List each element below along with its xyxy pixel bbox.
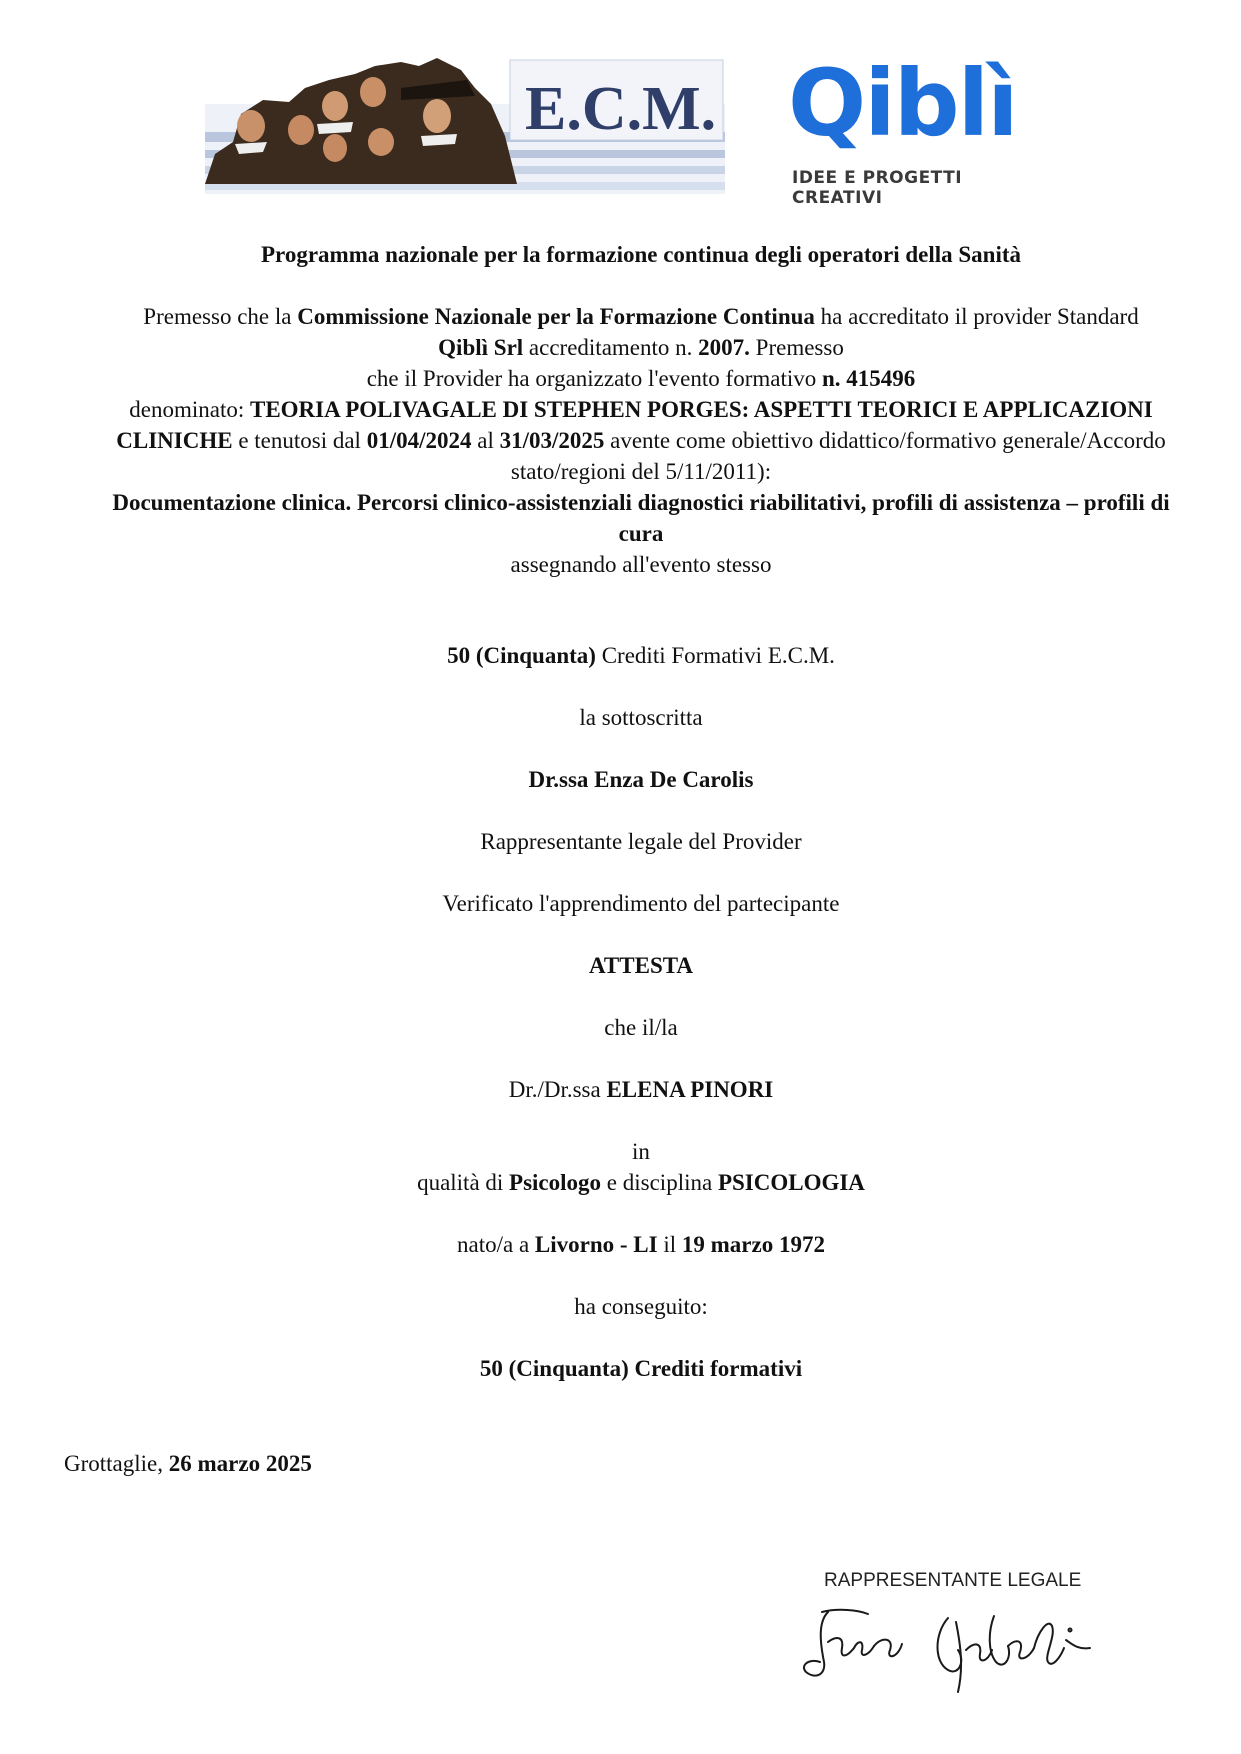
handwritten-signature: [798, 1592, 1108, 1702]
che-line: che il/la: [604, 1015, 678, 1040]
qibli-logo-tagline: IDEE E PROGETTI CREATIVI: [792, 168, 963, 208]
event-start-date: 01/04/2024: [366, 428, 472, 453]
event-title: TEORIA POLIVAGALE DI STEPHEN PORGES: ASPETTI TEORICI E APPLICAZIONI: [249, 397, 1153, 422]
signature-block: [798, 1570, 1108, 1700]
birth-place: Livorno - LI: [534, 1232, 658, 1257]
premise-line-3: [60, 363, 1222, 394]
place-text: Grottaglie,: [64, 1451, 169, 1476]
premise-line-6: stato/regioni del 5/11/2011):: [510, 459, 772, 484]
qualification-line: [60, 1167, 1222, 1198]
issue-date: 26 marzo 2025: [168, 1451, 312, 1476]
ecm-logo: [205, 44, 725, 194]
premise-text: al: [471, 428, 500, 453]
commission-name: Commissione Nazionale per la Formazione Continua: [297, 304, 815, 329]
ecm-logo-text: E.C.M.: [525, 75, 717, 143]
premise-line-9: assegnando all'evento stesso: [510, 552, 772, 577]
premise-paragraph: [60, 301, 1222, 580]
qualification-text: qualità di: [417, 1170, 510, 1195]
premise-line-4: [60, 394, 1222, 425]
premise-line-8: [60, 518, 1222, 549]
event-end-date: 31/03/2025: [499, 428, 605, 453]
objective-text: Documentazione clinica. Percorsi clinico-assistenziali diagnostici riabilitativi, profili di assistenza – profili di: [112, 490, 1170, 515]
credits-count: 50 (Cinquanta): [447, 643, 596, 668]
premise-text: e tenutosi dal: [232, 428, 367, 453]
birth-line: [60, 1229, 1222, 1260]
attesta-heading: [60, 950, 1222, 981]
signatory-name: [60, 764, 1222, 795]
place-date: [64, 1451, 312, 1477]
premise-line-1: [60, 301, 1222, 332]
attesta-text: ATTESTA: [589, 953, 693, 978]
provider-name: Qiblì Srl: [438, 335, 524, 360]
signatory-name-text: Dr.ssa Enza De Carolis: [528, 767, 754, 792]
participant-name: ELENA PINORI: [606, 1077, 774, 1102]
qualification-text: e disciplina: [601, 1170, 718, 1195]
in-line: in: [632, 1139, 650, 1164]
document-title-text: Programma nazionale per la formazione continua degli operatori della Sanità: [261, 242, 1021, 267]
accreditation-number: 2007.: [698, 335, 750, 360]
participant-line: [60, 1074, 1222, 1105]
credits-assigned: [60, 640, 1222, 671]
premise-text: Premesso: [749, 335, 844, 360]
qibli-logo-wordmark: Qiblì: [788, 50, 1017, 157]
premise-text: denominato:: [129, 397, 250, 422]
objective-text-end: cura: [618, 521, 664, 546]
signatory-intro: la sottoscritta: [579, 705, 703, 730]
premise-line-5: [60, 425, 1222, 456]
event-title-end: CLINICHE: [116, 428, 233, 453]
premise-text: avente come obiettivo didattico/formativo generale/Accordo: [604, 428, 1166, 453]
credits-obtained: [60, 1353, 1222, 1384]
qualification-role: Psicologo: [509, 1170, 602, 1195]
verification-statement: Verificato l'apprendimento del partecipante: [442, 891, 840, 916]
event-number: n. 415496: [821, 366, 916, 391]
premise-text: che il Provider ha organizzato l'evento formativo: [366, 366, 822, 391]
credits-label: Crediti Formativi E.C.M.: [595, 643, 835, 668]
premise-line-7: [60, 487, 1222, 518]
signature-caption: RAPPRESENTANTE LEGALE: [824, 1570, 1082, 1591]
participant-prefix: Dr./Dr.ssa: [508, 1077, 607, 1102]
premise-text: Premesso che la: [143, 304, 298, 329]
document-title: [60, 239, 1222, 270]
signatory-role: Rappresentante legale del Provider: [480, 829, 802, 854]
premise-text: ha accreditato il provider Standard: [814, 304, 1139, 329]
premise-line-2: [60, 332, 1222, 363]
qibli-logo: [788, 50, 1058, 208]
birth-text: il: [657, 1232, 682, 1257]
birth-date: 19 marzo 1972: [681, 1232, 825, 1257]
obtained-line: ha conseguito:: [574, 1294, 708, 1319]
premise-text: accreditamento n.: [523, 335, 699, 360]
birth-text: nato/a a: [457, 1232, 535, 1257]
credits-obtained-text: 50 (Cinquanta) Crediti formativi: [479, 1356, 803, 1381]
qualification-discipline: PSICOLOGIA: [717, 1170, 865, 1195]
